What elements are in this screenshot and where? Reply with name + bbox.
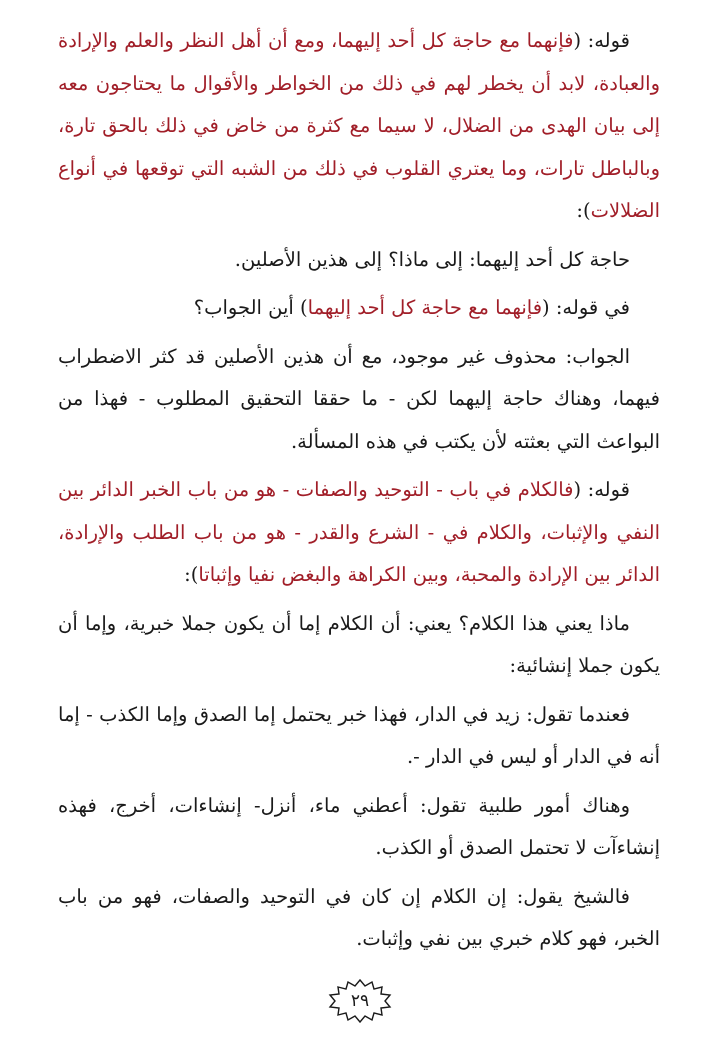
paragraph-quote-2 (58, 287, 660, 330)
paragraph-text: فالشيخ يقول: إن الكلام إن كان في التوحيد والصفات، فهو من باب الخبر، فهو كلام خبري بين نفي وإثبات. (58, 884, 660, 950)
paragraph-text: الجواب: محذوف غير موجود، مع أن هذين الأصلين قد كثر الاضطراب فيهما، وهناك حاجة إليهما لكن - ما حققا التحقيق المطلوب - فهذا من البواعث التي بعثته لأن يكتب في هذه المسألة. (58, 344, 660, 453)
quote-tail: ) أين الجواب؟ (193, 296, 308, 319)
page-number: ٢٩ (350, 991, 370, 1011)
paragraph-quote-1 (58, 20, 660, 233)
quote-tail: ): (576, 199, 591, 222)
paragraph-text: حاجة كل أحد إليهما: إلى ماذا؟ إلى هذين الأصلين. (234, 247, 630, 271)
quote-lead: قوله: ( (573, 29, 630, 52)
quote-lead: في قوله: ( (542, 296, 630, 319)
paragraph-text: ماذا يعني هذا الكلام؟ يعني: أن الكلام إما أن يكون جملا خبرية، وإما أن يكون جملا إنشائية: (58, 611, 660, 677)
quoted-text: فالكلام في باب - التوحيد والصفات - هو من باب الخبر الدائر بين النفي والإثبات، والكلام في - الشرع والقدر - هو من باب الطلب والإرادة، الدائر بين الإرادة والمحبة، وبين الكراهة والبغض نفيا وإثباتا (58, 478, 660, 586)
paragraph-quote-3 (58, 469, 660, 597)
quoted-text: فإنهما مع حاجة كل أحد إليهما (307, 296, 543, 319)
paragraph-text: وهناك أمور طلبية تقول: أعطني ماء، أنزل- إنشاءات، أخرج، فهذه إنشاءآت لا تحتمل الصدق أو الكذب. (58, 793, 660, 859)
page-footer (0, 978, 720, 1028)
quoted-text: فإنهما مع حاجة كل أحد إليهما، ومع أن أهل النظر والعلم والإرادة والعبادة، لابد أن يخطر لهم في ذلك من الخواطر والأقوال ما يحتاجون معه إلى بيان الهدى من الضلال، لا سيما مع كثرة من خاض في ذلك بالحق تارة، وبالباطل تارات، وما يعتري القلوب في ذلك من الشبه التي توقعها في أنواع الضلالات (58, 29, 660, 222)
page-body (58, 20, 660, 961)
quote-tail: ): (184, 563, 199, 586)
paragraph-text: فعندما تقول: زيد في الدار، فهذا خبر يحتمل إما الصدق وإما الكذب - إما أنه في الدار أو ليس في الدار -. (58, 702, 660, 768)
quote-lead: قوله: ( (573, 478, 630, 501)
